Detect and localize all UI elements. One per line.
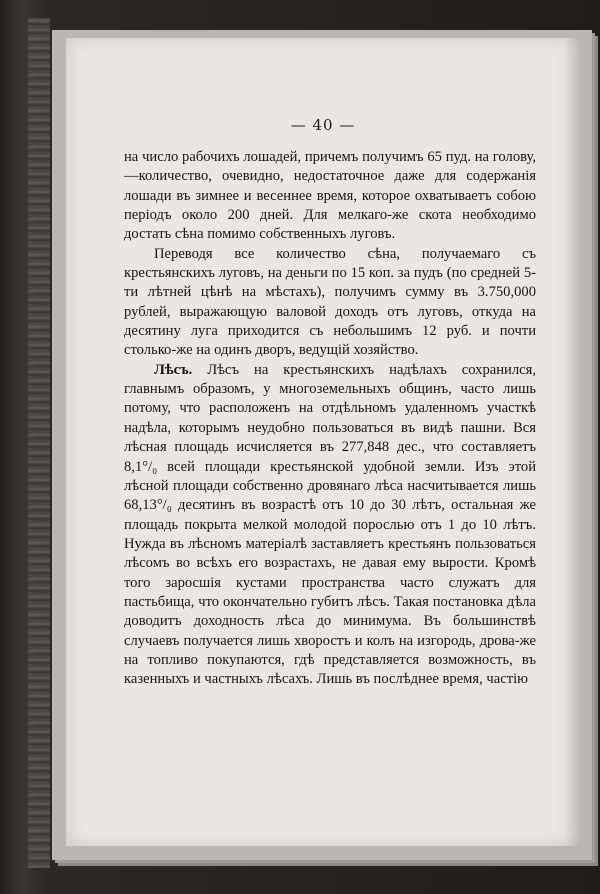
book-page bbox=[66, 38, 580, 846]
paragraph-forest bbox=[124, 361, 536, 690]
page-number: — 40 — bbox=[290, 116, 356, 134]
book-spine bbox=[28, 18, 50, 868]
paragraph-forest-text: Лѣсъ на крестьянскихъ надѣлахъ сохранился, главнымъ образомъ, у многоземельныхъ общинъ, часто лишь потому, что расположенъ на отдѣльномъ удаленномъ участкѣ надѣла, которымъ неудобно пользоваться въ видѣ пашни. Вся лѣсная площадь исчисляется въ 277,848 дес., что составляетъ 8,1°/₀ всей площади крестьянской удобной земли. Изъ этой лѣсной площади собственно дровянаго лѣса насчитывается лишь 68,13°/₀ десятинъ въ возрастѣ отъ 10 до 30 лѣтъ, остальная же площадь покрыта мелкой молодой порослью отъ 1 до 10 лѣтъ. Нужда въ лѣсномъ матеріалѣ заставляетъ крестьянъ пользоваться лѣсомъ во всѣхъ его возрастахъ, не давая ему вырости. Кромѣ того заросшія кустами пространства часто служатъ для пастьбища, что окончательно губитъ лѣсъ. Такая постановка дѣла доводитъ доходность лѣса до минимума. Въ большинствѣ случаевъ получается лишь хворостъ и колъ на изгородь, дрова-же на топливо покупаются, гдѣ представляется возможность, въ казенныхъ и частныхъ лѣсахъ. Лишь въ послѣднее время, частію bbox=[124, 361, 536, 688]
page-body-text bbox=[124, 148, 536, 690]
paragraph-hay-livestock: на число рабочихъ лошадей, причемъ получимъ 65 пуд. на голову,—количество, очевидно, недостаточное даже для содержанія лошади въ зимнее и весеннее время, которое охватываетъ собою періодъ около 200 дней. Для мелкаго-же скота необходимо достать сѣна помимо собственныхъ луговъ. bbox=[124, 149, 536, 243]
section-title-forest: Лѣсъ. bbox=[154, 361, 193, 378]
page-shadow-edge bbox=[564, 38, 580, 846]
paragraph-meadow-income: Переводя все количество сѣна, получаемаго съ крестьянскихъ луговъ, на деньги по 15 коп. за пудъ (по средней 5-ти лѣтней цѣнѣ на мѣстахъ), получимъ сумму въ 3.750,000 рублей, выражающую валовой доходъ отъ луговъ, откуда на десятину луга приходится съ небольшимъ 12 руб. и почти столько-же на одинъ дворъ, ведущій хозяйство. bbox=[124, 245, 536, 359]
